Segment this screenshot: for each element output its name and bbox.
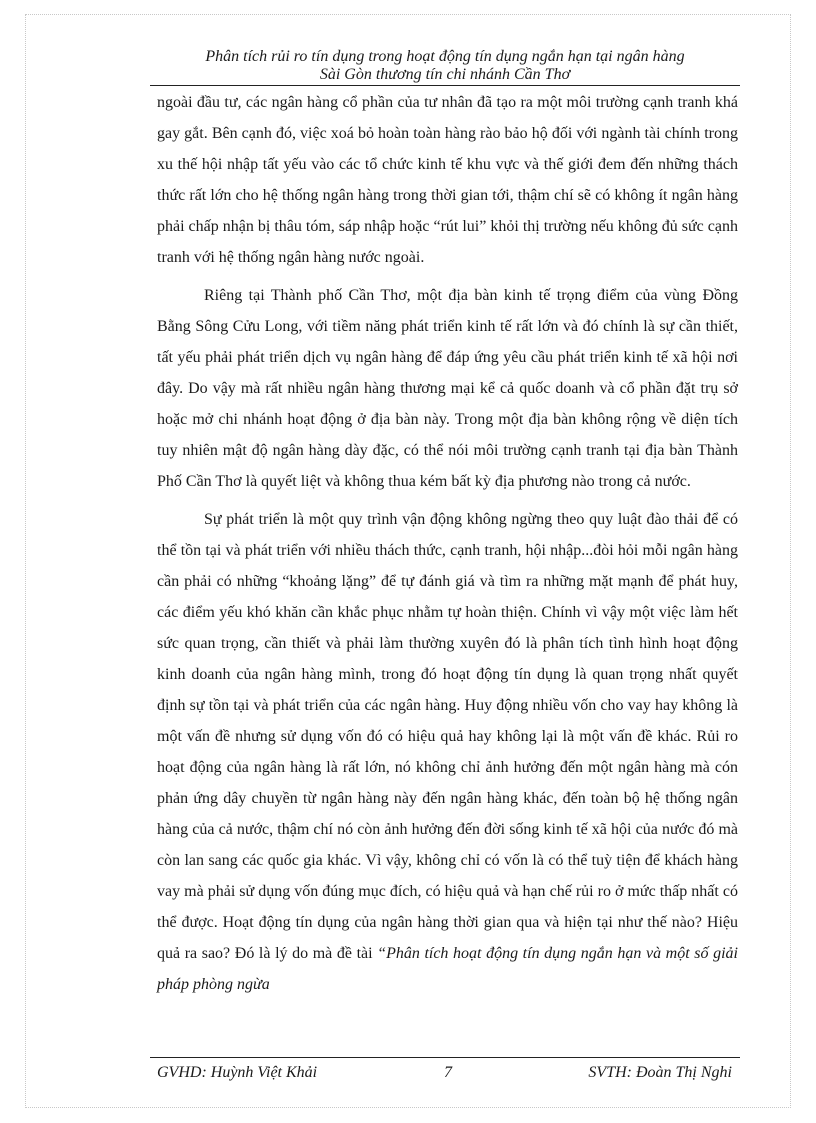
footer-student: SVTH: Đoàn Thị Nghi [588,1064,732,1081]
footer-advisor: GVHD: Huỳnh Việt Khải [157,1064,318,1081]
paragraph-2: Riêng tại Thành phố Cần Thơ, một địa bàn kinh tế trọng điểm của vùng Đồng Bằng Sông Cửu Long, với tiềm năng phát triển kinh tế rất lớn và đó chính là sự cần thiết, tất yếu phải phát triển dịch vụ ngân hàng để đáp ứng yêu cầu phát triển kinh tế xã hội nơi đây. Do vậy mà rất nhiều ngân hàng thương mại kể cả quốc doanh và cổ phần đặt trụ sở hoặc mở chi nhánh hoạt động ở địa bàn này. Trong một địa bàn không rộng về diện tích tuy nhiên mật độ ngân hàng dày đặc, có thể nói môi trường cạnh tranh tại địa bàn Thành Phố Cần Thơ là quyết liệt và không thua kém bất kỳ địa phương nào trong cả nước. [157,287,738,490]
paragraph-3 [157,504,738,1000]
paragraph-1: ngoài đầu tư, các ngân hàng cổ phần của tư nhân đã tạo ra một môi trường cạnh tranh khá gay gắt. Bên cạnh đó, việc xoá bỏ hoàn toàn hàng rào bảo hộ đối với ngành tài chính trong xu thế hội nhập tất yếu vào các tổ chức kinh tế khu vực và thế giới đem đến những thách thức rất lớn cho hệ thống ngân hàng trong thời gian tới, thậm chí sẽ có không ít ngân hàng phải chấp nhận bị thâu tóm, sáp nhập hoặc “rút lui” khỏi thị trường nếu không đủ sức cạnh tranh với hệ thống ngân hàng nước ngoài. [157,94,738,266]
paragraph-3-text: Sự phát triển là một quy trình vận động không ngừng theo quy luật đào thải để có thể tồn tại và phát triển với nhiều thách thức, cạnh tranh, hội nhập...đòi hỏi mỗi ngân hàng cần phải có những “khoảng lặng” để tự đánh giá và tìm ra những mặt mạnh để phát huy, các điểm yếu khó khăn cần khắc phục nhằm tự hoàn thiện. Chính vì vậy một việc làm hết sức quan trọng, cần thiết và phải làm thường xuyên đó là phân tích tình hình hoạt động kinh doanh của ngân hàng mình, trong đó hoạt động tín dụng là quan trọng nhất quyết định sự tồn tại và phát triển của các ngân hàng. Huy động nhiều vốn cho vay hay không là một vấn đề nhưng sử dụng vốn đó có hiệu quả hay không lại là một vấn đề khác. Rủi ro hoạt động của ngân hàng là rất lớn, nó không chỉ ảnh hưởng đến một ngân hàng mà cón phản ứng dây chuyền từ ngân hàng này đến ngân hàng khác, đến toàn bộ hệ thống ngân hàng của cả nước, thậm chí nó còn ảnh hưởng đến đời sống kinh tế xã hội của nước đó mà còn lan sang các quốc gia khác. Vì vậy, không chỉ có vốn là có thể tuỳ tiện để khách hàng vay mà phải sử dụng vốn đúng mục đích, có hiệu quả và hạn chế rủi ro ở mức thấp nhất có thể được. Hoạt động tín dụng của ngân hàng thời gian qua và hiện tại như thế nào? Hiệu quả ra sao? Đó là lý do mà đề tài [157,511,738,962]
running-header [150,48,740,84]
header-line-2: Sài Gòn thương tín chi nhánh Cần Thơ [319,66,571,83]
header-line-1: Phân tích rủi ro tín dụng trong hoạt động tín dụng ngắn hạn tại ngân hàng [205,48,685,65]
page-number: 7 [444,1064,452,1081]
running-footer [157,1064,738,1084]
footer-rule [150,1057,740,1058]
body-text [157,84,738,1000]
paragraph-3-title: “Phân tích hoạt động tín dụng ngắn hạn và một số giải pháp phòng ngừa [157,945,739,993]
